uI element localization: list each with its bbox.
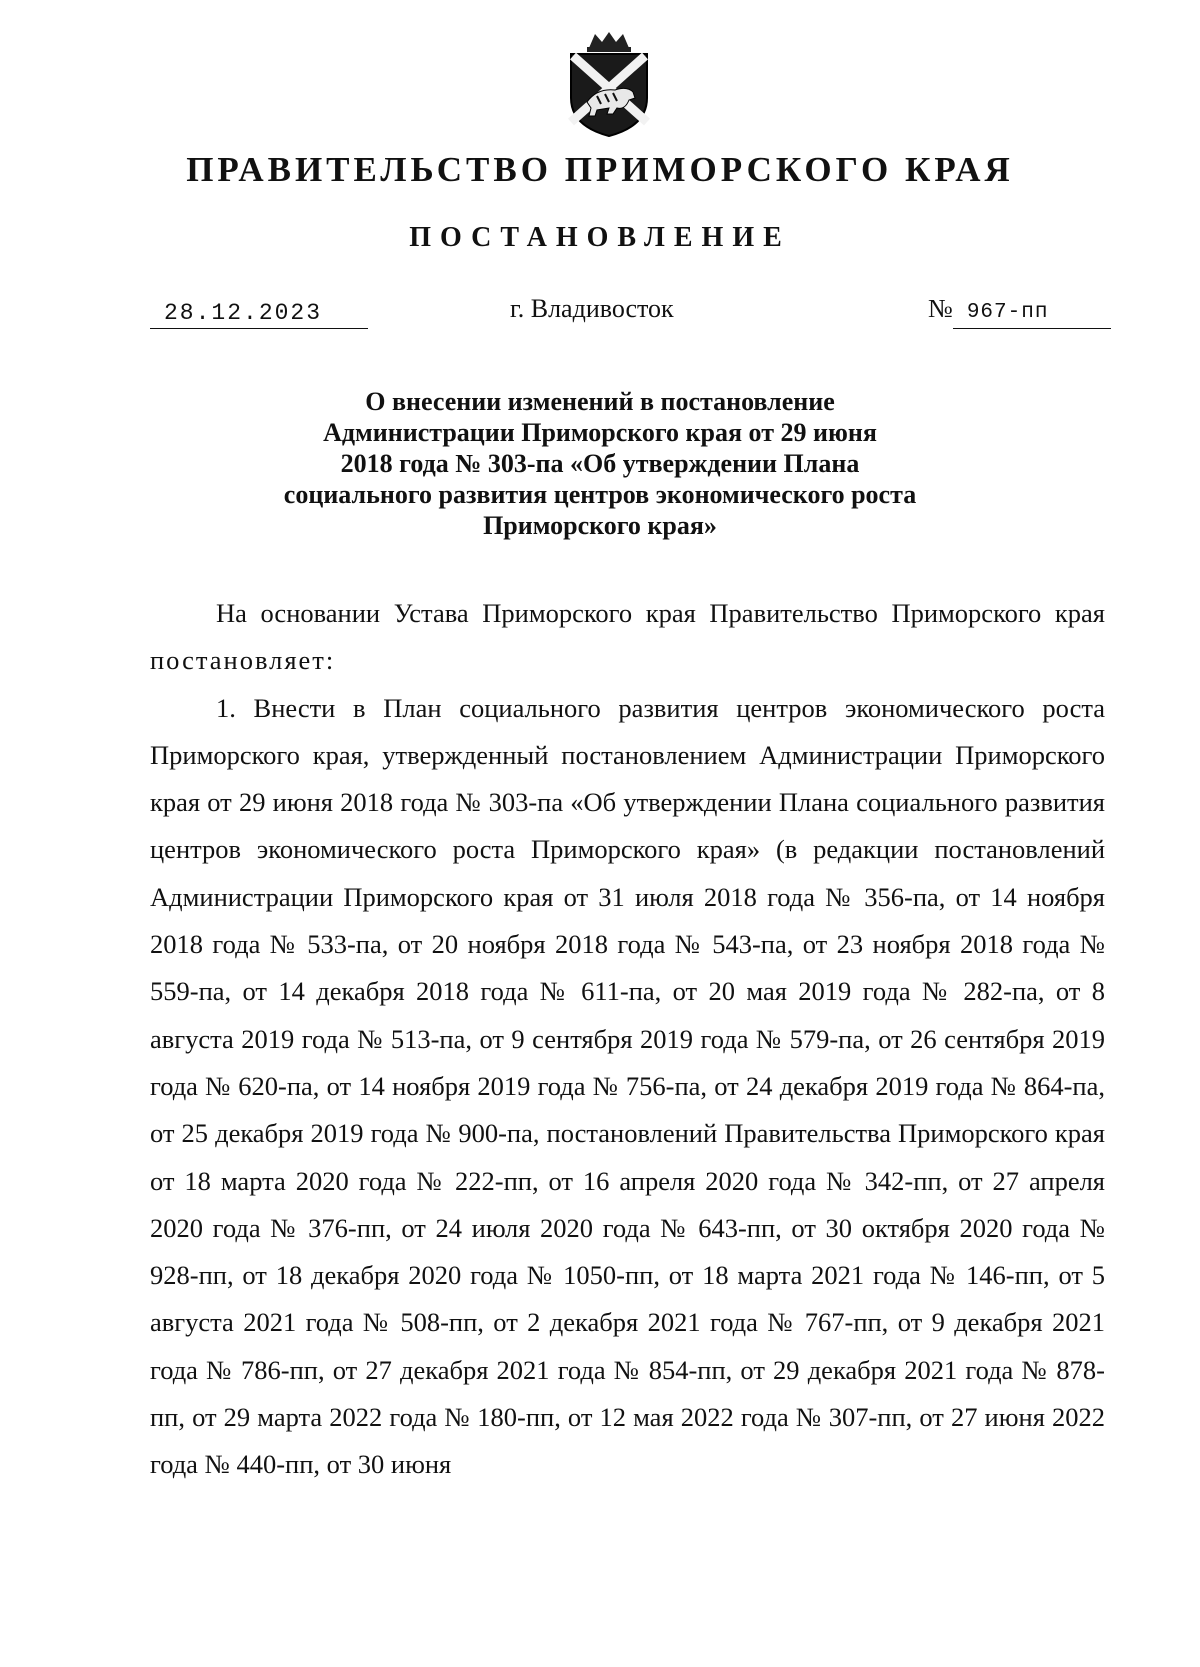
document-subject (150, 386, 1050, 541)
subject-line: О внесении изменений в постановление (365, 387, 835, 416)
document-number-value: 967-пп (953, 298, 1111, 329)
government-title: ПРАВИТЕЛЬСТВО ПРИМОРСКОГО КРАЯ (186, 150, 1014, 189)
document-number (928, 294, 1111, 329)
preamble-text: На основании Устава Приморского края Правительство Приморского края (216, 598, 1105, 628)
subject-line: 2018 года № 303-па «Об утверждении Плана (340, 449, 860, 478)
document-type: ПОСТАНОВЛЕНИЕ (409, 222, 791, 253)
preamble-decree-word: постановляет: (150, 645, 336, 676)
subject-line: социального развития центров экономического роста (283, 480, 917, 509)
document-date: 28.12.2023 (150, 298, 368, 329)
primorsky-krai-coat-of-arms-icon (567, 30, 652, 140)
body-paragraph-preamble (150, 590, 1105, 685)
subject-line: Администрации Приморского края от 29 июня (323, 418, 877, 447)
document-body (150, 590, 1105, 1489)
number-sign: № (928, 294, 953, 323)
body-paragraph-item-1: 1. Внести в План социального развития центров экономического роста Приморского края, утвержденный постановлением Администрации Приморского края от 29 июня 2018 года № 303-па «Об утверждении Плана социального развития центров экономического роста Приморского края» (в редакции постановлений Администрации Приморского края от 31 июля 2018 года № 356-па, от 14 ноября 2018 года № 533-па, от 20 ноября 2018 года № 543-па, от 23 ноября 2018 года № 559-па, от 14 декабря 2018 года № 611-па, от 20 мая 2019 года № 282-па, от 8 августа 2019 года № 513-па, от 9 сентября 2019 года № 579-па, от 26 сентября 2019 года № 620-па, от 14 ноября 2019 года № 756-па, от 24 декабря 2019 года № 864-па, от 25 декабря 2019 года № 900-па, постановлений Правительства Приморского края от 18 марта 2020 года № 222-пп, от 16 апреля 2020 года № 342-пп, от 27 апреля 2020 года № 376-пп, от 24 июля 2020 года № 643-пп, от 30 октября 2020 года № 928-пп, от 18 декабря 2020 года № 1050-пп, от 18 марта 2021 года № 146-пп, от 5 августа 2021 года № 508-пп, от 2 декабря 2021 года № 767-пп, от 9 декабря 2021 года № 786-пп, от 27 декабря 2021 года № 854-пп, от 29 декабря 2021 года № 878-пп, от 29 марта 2022 года № 180-пп, от 12 мая 2022 года № 307-пп, от 27 июня 2022 года № 440-пп, от 30 июня (150, 692, 1105, 1480)
subject-line: Приморского края» (483, 511, 717, 540)
document-city: г. Владивосток (510, 294, 674, 323)
